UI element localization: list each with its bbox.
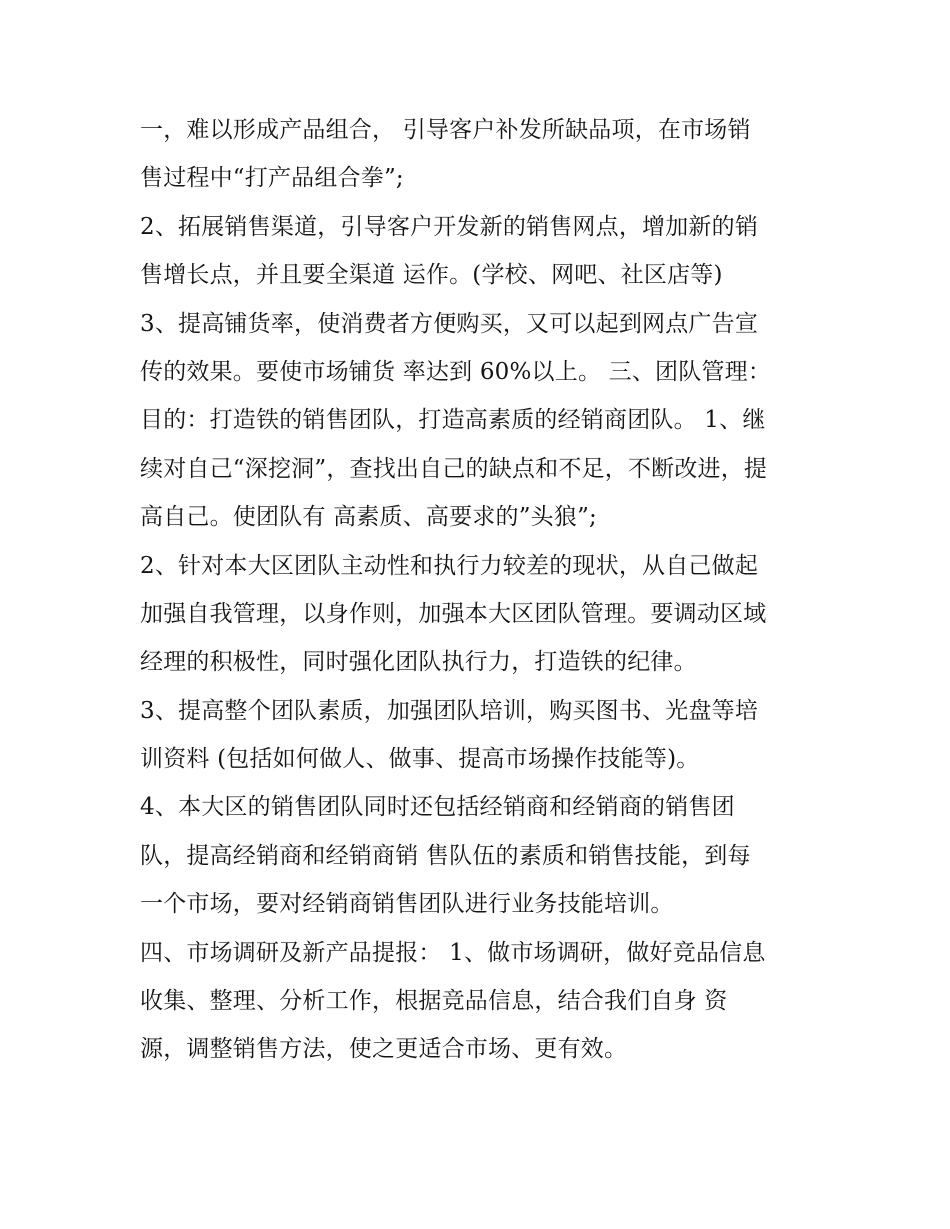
text-line: 续对自己“深挖洞”，查找出自己的缺点和不足，不断改进，提 <box>140 455 768 482</box>
text-line: 4、本大区的销售团队同时还包括经销商和经销商的销售团 <box>140 794 735 821</box>
text-line: 3、提高整个团队素质，加强团队培训，购买图书、光盘等培 <box>140 697 759 724</box>
text-line: 源，调整销售方法，使之更适合市场、更有效。 <box>140 1036 628 1063</box>
text-line: 目的：打造铁的销售团队，打造高素质的经销商团队。 1、继 <box>140 407 766 434</box>
text-line: 加强自我管理，以身作则，加强本大区团队管理。要调动区域 <box>140 600 767 627</box>
text-line: 高自己。使团队有 高素质、高要求的”头狼”; <box>140 504 597 531</box>
text-line: 训资料 (包括如何做人、做事、提高市场操作技能等)。 <box>140 746 700 773</box>
text-line: 收集、整理、分析工作，根据竞品信息，结合我们自身 资 <box>140 988 728 1015</box>
text-line: 2、针对本大区团队主动性和执行力较差的现状，从自己做起 <box>140 552 759 579</box>
text-line: 一，难以形成产品组合， 引导客户补发所缺品项，在市场销 <box>140 117 751 143</box>
text-line: 3、提高铺货率，使消费者方便购买，又可以起到网点广告宣 <box>140 310 759 337</box>
document-body <box>140 106 820 1074</box>
text-line: 售过程中“打产品组合拳”; <box>140 165 404 192</box>
text-line: 传的效果。要使市场铺货 率达到 60%以上。 三、团队管理： <box>140 358 772 385</box>
text-line: 一个市场，要对经销商销售团队进行业务技能培训。 <box>140 891 674 918</box>
text-line: 队，提高经销商和经销商销 售队伍的素质和销售技能，到每 <box>140 842 751 869</box>
text-line: 2、拓展销售渠道，引导客户开发新的销售网点，增加新的销 <box>140 213 759 240</box>
text-line: 四、市场调研及新产品提报： 1、做市场调研，做好竞品信息 <box>140 939 766 966</box>
text-line: 经理的积极性，同时强化团队执行力，打造铁的纪律。 <box>140 649 697 676</box>
text-line: 售增长点，并且要全渠道 运作。(学校、网吧、社区店等) <box>140 262 723 289</box>
